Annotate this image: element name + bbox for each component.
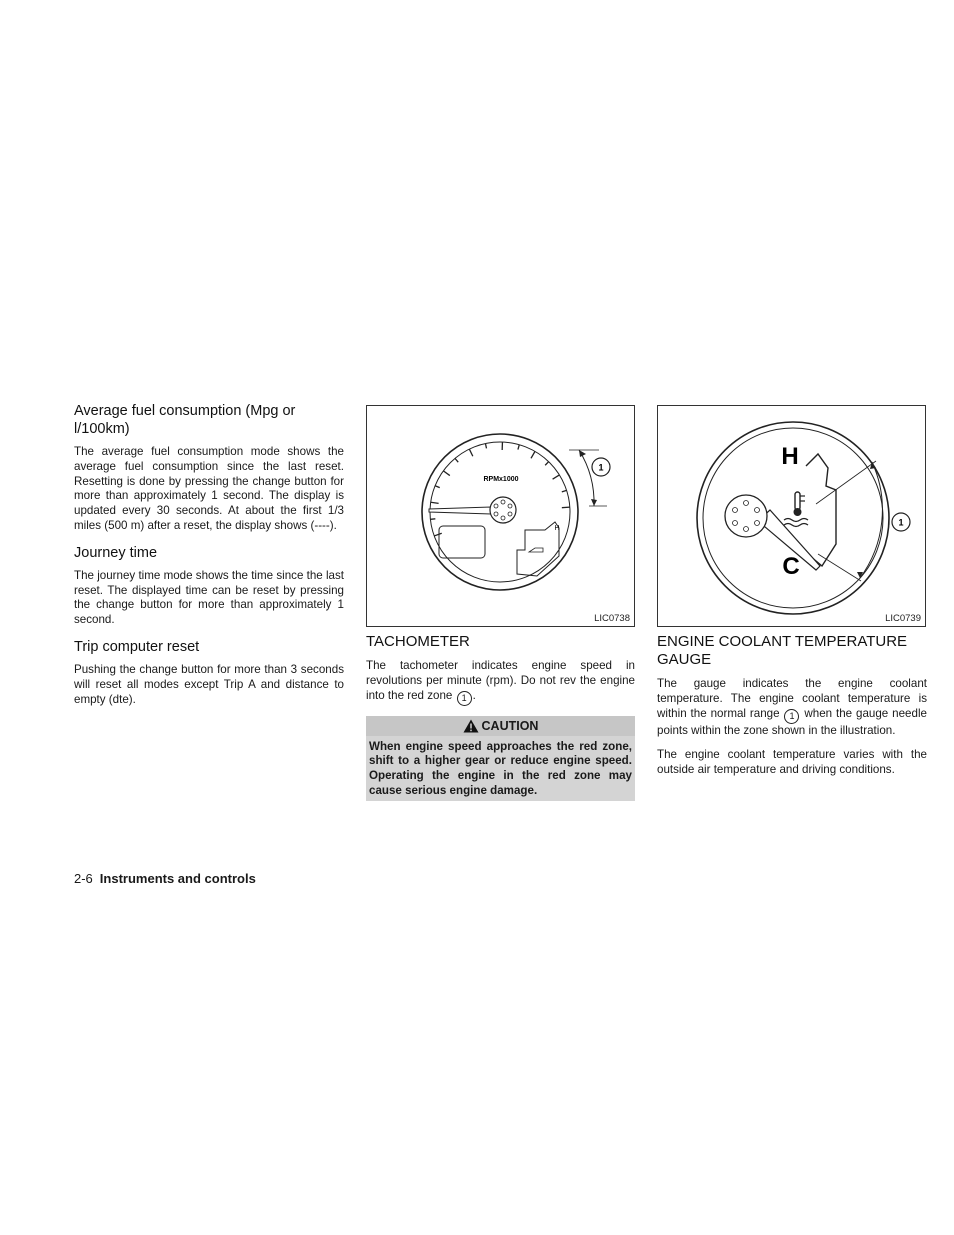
tach-tick — [469, 449, 473, 456]
coolant-text: The gauge indicates the engine coolant temperature. The engine coolant temperature is within the normal range — [657, 677, 927, 720]
avg-fuel-heading: Average fuel consumption (Mpg or l/100km) — [74, 403, 296, 437]
svg-text:H: H — [554, 525, 560, 532]
coolant-figure — [657, 405, 926, 627]
tachometer-illustration — [367, 406, 634, 626]
tach-tick — [485, 444, 486, 449]
figure-id: LIC0739 — [885, 613, 921, 624]
right-column — [657, 405, 927, 788]
tachometer-paragraph — [366, 659, 635, 706]
tach-tick — [435, 486, 440, 488]
caution-text: When engine speed approaches the red zone, shift to a higher gear or reduce engine speed. Operating the engine in the red zone may cause serious engine damage. — [369, 739, 632, 797]
callout-number: 1 — [898, 517, 904, 528]
caution-box — [366, 716, 635, 801]
tachometer-figure — [366, 405, 635, 627]
tach-tick — [545, 462, 548, 466]
coolant-gauge-illustration — [658, 406, 925, 626]
middle-column — [366, 405, 635, 801]
tachometer-text-end: . — [472, 688, 476, 702]
tach-tick — [531, 451, 535, 458]
chapter-title: Instruments and controls — [99, 871, 256, 886]
coolant-paragraph-2: The engine coolant temperature varies with the outside air temperature and driving conditions. — [657, 748, 927, 777]
page-number: 2-6 — [74, 871, 93, 886]
tach-tick — [430, 519, 435, 520]
tach-tick — [443, 471, 449, 476]
tachometer-text: The tachometer indicates engine speed in revolutions per minute (rpm). Do not rev the engine into the red zone — [366, 659, 635, 702]
warning-icon — [463, 719, 479, 733]
thermometer-icon — [784, 492, 808, 527]
journey-time-paragraph: The journey time mode shows the time since the last reset. The displayed time can be reset by pressing the change button for more than approximately 1 second. — [74, 568, 345, 627]
tach-tick — [518, 445, 519, 450]
left-column — [74, 402, 344, 717]
range-badge: 1 — [784, 709, 799, 724]
rpm-dial-label: RPMx1000 — [483, 476, 519, 483]
callout-number: 1 — [598, 462, 604, 473]
tach-tick — [455, 458, 458, 462]
trip-reset-paragraph: Pushing the change button for more than 3 seconds will reset all modes except Trip A and distance to empty (dte). — [74, 662, 344, 706]
trip-reset-heading: Trip computer reset — [74, 638, 200, 655]
page-footer — [74, 871, 256, 886]
tach-tick — [553, 475, 560, 479]
journey-time-heading: Journey time — [74, 544, 158, 561]
coolant-heading: ENGINE COOLANT TEMPERATURE GAUGE — [657, 633, 908, 668]
tach-tick — [434, 533, 442, 536]
hot-label: H — [781, 443, 799, 470]
coolant-text-end: when the gauge needle points within the zone shown in the illustration. — [657, 706, 927, 737]
caution-title: CAUTION — [481, 718, 539, 733]
avg-fuel-paragraph: The average fuel consumption mode shows the average fuel consumption since the last reset. Resetting is done by pressing the change button for more than approximately 1 second. The display is updated every 30 seconds. At about the first 1/3 miles (500 m) after a reset, the display shows (----). — [74, 445, 344, 532]
tachometer-heading: TACHOMETER — [366, 633, 470, 650]
caution-header — [366, 716, 635, 736]
figure-id: LIC0738 — [594, 613, 630, 624]
tach-tick — [562, 507, 570, 508]
tach-tick — [431, 502, 439, 503]
cold-label: C — [782, 553, 800, 580]
coolant-paragraph-1 — [657, 677, 927, 738]
zone-badge: 1 — [457, 691, 472, 706]
tach-tick — [562, 490, 567, 492]
